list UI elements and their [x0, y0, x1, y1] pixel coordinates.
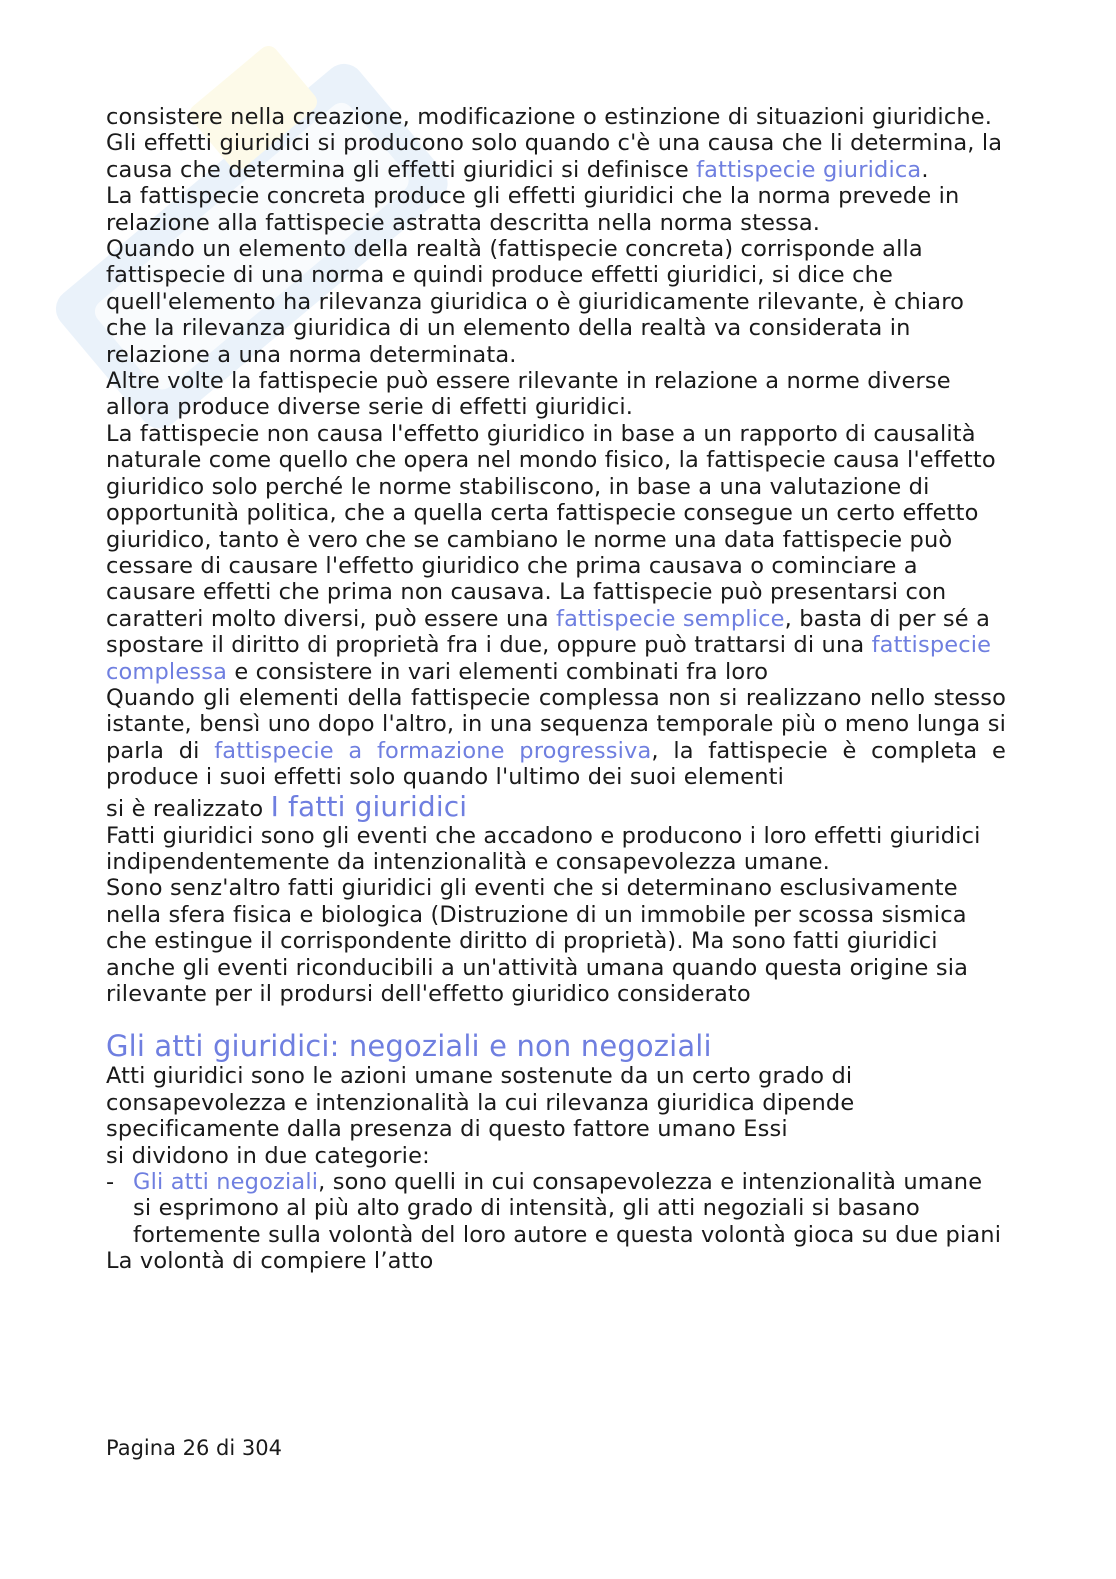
paragraph-text: , la fattispecie è completa e produce i suoi effetti solo quando l'ultimo dei suoi elementi: [106, 737, 1006, 791]
term-atti-negoziali: Gli atti negoziali: [133, 1169, 319, 1196]
section-heading-atti-giuridici: Gli atti giuridici: negoziali e non negoziali: [106, 1029, 712, 1064]
list-item-text: , sono quelli in cui consapevolezza e intenzionalità umane si esprimono al più alto grado di intensità, gli atti negoziali si basano fortemente sulla volontà del loro autore e questa volontà gioca su due piani: [133, 1169, 1002, 1248]
paragraph: [106, 791, 1006, 823]
paragraph: Altre volte la fattispecie può essere rilevante in relazione a norme diverse allora produce diverse serie di effetti giuridici.: [106, 368, 951, 421]
paragraph: Fatti giuridici sono gli eventi che accadono e producono i loro effetti giuridici indipendentemente da intenzionalità e consapevolezza umane.: [106, 822, 981, 875]
paragraph-text: Gli effetti giuridici si producono solo quando c'è una causa che li determina, la causa che determina gli effetti giuridici si definisce: [106, 130, 1003, 183]
bullet-list: [106, 1169, 1006, 1248]
document-body: [106, 104, 1006, 1275]
paragraph-text: Quando gli elementi della fattispecie complessa non si realizzano nello stesso istante, bensì uno dopo l'altro, in una sequenza temporale più o meno lunga si parla di: [106, 684, 1006, 764]
paragraph: [106, 421, 1006, 685]
paragraph-text: si è realizzato: [106, 795, 271, 822]
paragraph: La fattispecie concreta produce gli effetti giuridici che la norma prevede in relazione alla fattispecie astratta descritta nella norma stessa.: [106, 183, 960, 236]
paragraph: Atti giuridici sono le azioni umane sostenute da un certo grado di consapevolezza e intenzionalità la cui rilevanza giuridica dipende specificamente dalla presenza di questo fattore umano Essi: [106, 1063, 855, 1143]
term-fattispecie-formazione-progressiva: fattispecie a formazione progressiva: [214, 737, 652, 764]
paragraph: [106, 685, 1006, 791]
section-heading-fatti-giuridici: I fatti giuridici: [270, 789, 468, 823]
paragraph: Sono senz'altro fatti giuridici gli eventi che si determinano esclusivamente nella sfera fisica e biologica (Distruzione di un immobile per scossa sismica che estingue il corrispondente diritto di proprietà). Ma sono fatti giuridici anche gli eventi riconducibili a un'attività umana quando questa origine sia rilevante per il prodursi dell'effetto giuridico considerato: [106, 875, 969, 1007]
term-fattispecie-semplice: fattispecie semplice: [556, 605, 785, 632]
paragraph-text: e consistere in vari elementi combinati fra loro: [227, 658, 769, 685]
paragraph: consistere nella creazione, modificazione o estinzione di situazioni giuridiche.: [106, 104, 993, 130]
term-fattispecie-complessa: fattispecie complessa: [106, 632, 992, 685]
paragraph-text: .: [921, 156, 929, 183]
term-fattispecie-giuridica: fattispecie giuridica: [696, 156, 922, 183]
page-number: Pagina 26 di 304: [106, 1436, 282, 1460]
paragraph-text: , basta di per sé a spostare il diritto di proprietà fra i due, oppure può trattarsi di una: [106, 605, 991, 659]
paragraph-text: La fattispecie non causa l'effetto giuridico in base a un rapporto di causalità naturale come quello che opera nel mondo fisico, la fattispecie causa l'effetto giuridico solo perché le norme stabiliscono, in base a una valutazione di opportunità politica, che a quella certa fattispecie consegue un certo effetto giuridico, tanto è vero che se cambiano le norme una data fattispecie può cessare di causare l'effetto giuridico che prima causava o cominciare a causare effetti che prima non causava. La fattispecie può presentarsi con caratteri molto diversi, può essere una: [106, 420, 996, 632]
list-item: [106, 1169, 1006, 1248]
paragraph: Quando un elemento della realtà (fattispecie concreta) corrisponde alla fattispecie di una norma e quindi produce effetti giuridici, si dice che quell'elemento ha rilevanza giuridica o è giuridicamente rilevante, è chiaro che la rilevanza giuridica di un elemento della realtà va considerata in relazione a una norma determinata.: [106, 236, 965, 368]
paragraph: La volontà di compiere l’atto: [106, 1248, 434, 1275]
paragraph: si dividono in due categorie:: [106, 1142, 430, 1169]
paragraph: [106, 130, 1006, 183]
